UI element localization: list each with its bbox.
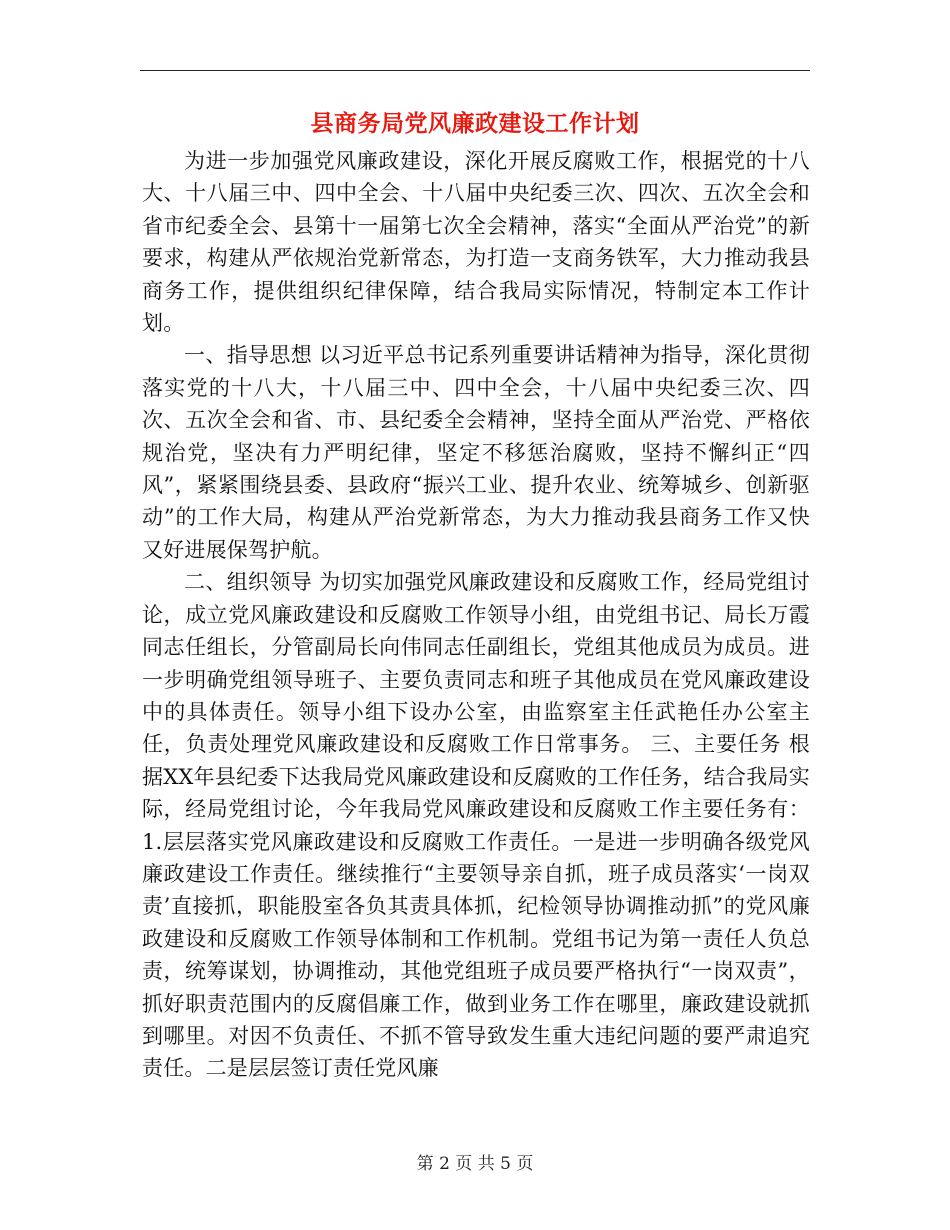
document-body	[142, 145, 810, 1085]
header-divider	[140, 70, 810, 71]
paragraph-organization-leadership: 二、组织领导 为切实加强党风廉政建设和反腐败工作，经局党组讨论，成立党风廉政建设和反腐败工作领导小组，由党组书记、局长万霞同志任组长，分管副局长向伟同志任副组长，党组其他成员为成员。进一步明确党组领导班子、主要负责同志和班子其他成员在党风廉政建设中的具体责任。领导小组下设办公室，由监察室主任武艳任办公室主任，负责处理党风廉政建设和反腐败工作日常事务。 三、主要任务 根据XX年县纪委下达我局党风廉政建设和反腐败的工作任务，结合我局实际，经局党组讨论，今年我局党风廉政建设和反腐败工作主要任务有： 1.层层落实党风廉政建设和反腐败工作责任。一是进一步明确各级党风廉政建设工作责任。继续推行“主要领导亲自抓，班子成员落实‘一岗双责’直接抓，职能股室各负其责具体抓，纪检领导协调推动抓”的党风廉政建设和反腐败工作领导体制和工作机制。党组书记为第一责任人负总责，统筹谋划，协调推动，其他党组班子成员要严格执行“一岗双责”，抓好职责范围内的反腐倡廉工作，做到业务工作在哪里，廉政建设就抓到哪里。对因不负责任、不抓不管导致发生重大违纪问题的要严肃追究责任。二是层层签订责任党风廉	[142, 570, 810, 1081]
document-title: 县商务局党风廉政建设工作计划	[310, 110, 640, 137]
paragraph-intro: 为进一步加强党风廉政建设，深化开展反腐败工作，根据党的十八大、十八届三中、四中全会、十八届中央纪委三次、四次、五次全会和省市纪委全会、县第十一届第七次全会精神，落实“全面从严治党”的新要求，构建从严依规治党新常态，为打造一支商务铁军，大力推动我县商务工作，提供组织纪律保障，结合我局实际情况，特制定本工作计划。	[142, 149, 810, 336]
paragraph-guiding-thought: 一、指导思想 以习近平总书记系列重要讲话精神为指导，深化贯彻落实党的十八大，十八届三中、四中全会，十八届中央纪委三次、四次、五次全会和省、市、县纪委全会精神，坚持全面从严治党、严格依规治党，坚决有力严明纪律，坚定不移惩治腐败，坚持不懈纠正“四风”，紧紧围绕县委、县政府“振兴工业、提升农业、统筹城乡、创新驱动”的工作大局，构建从严治党新常态，为大力推动我县商务工作又快又好进展保驾护航。	[142, 343, 810, 562]
page-number-footer: 第 2 页 共 5 页	[416, 1154, 534, 1174]
